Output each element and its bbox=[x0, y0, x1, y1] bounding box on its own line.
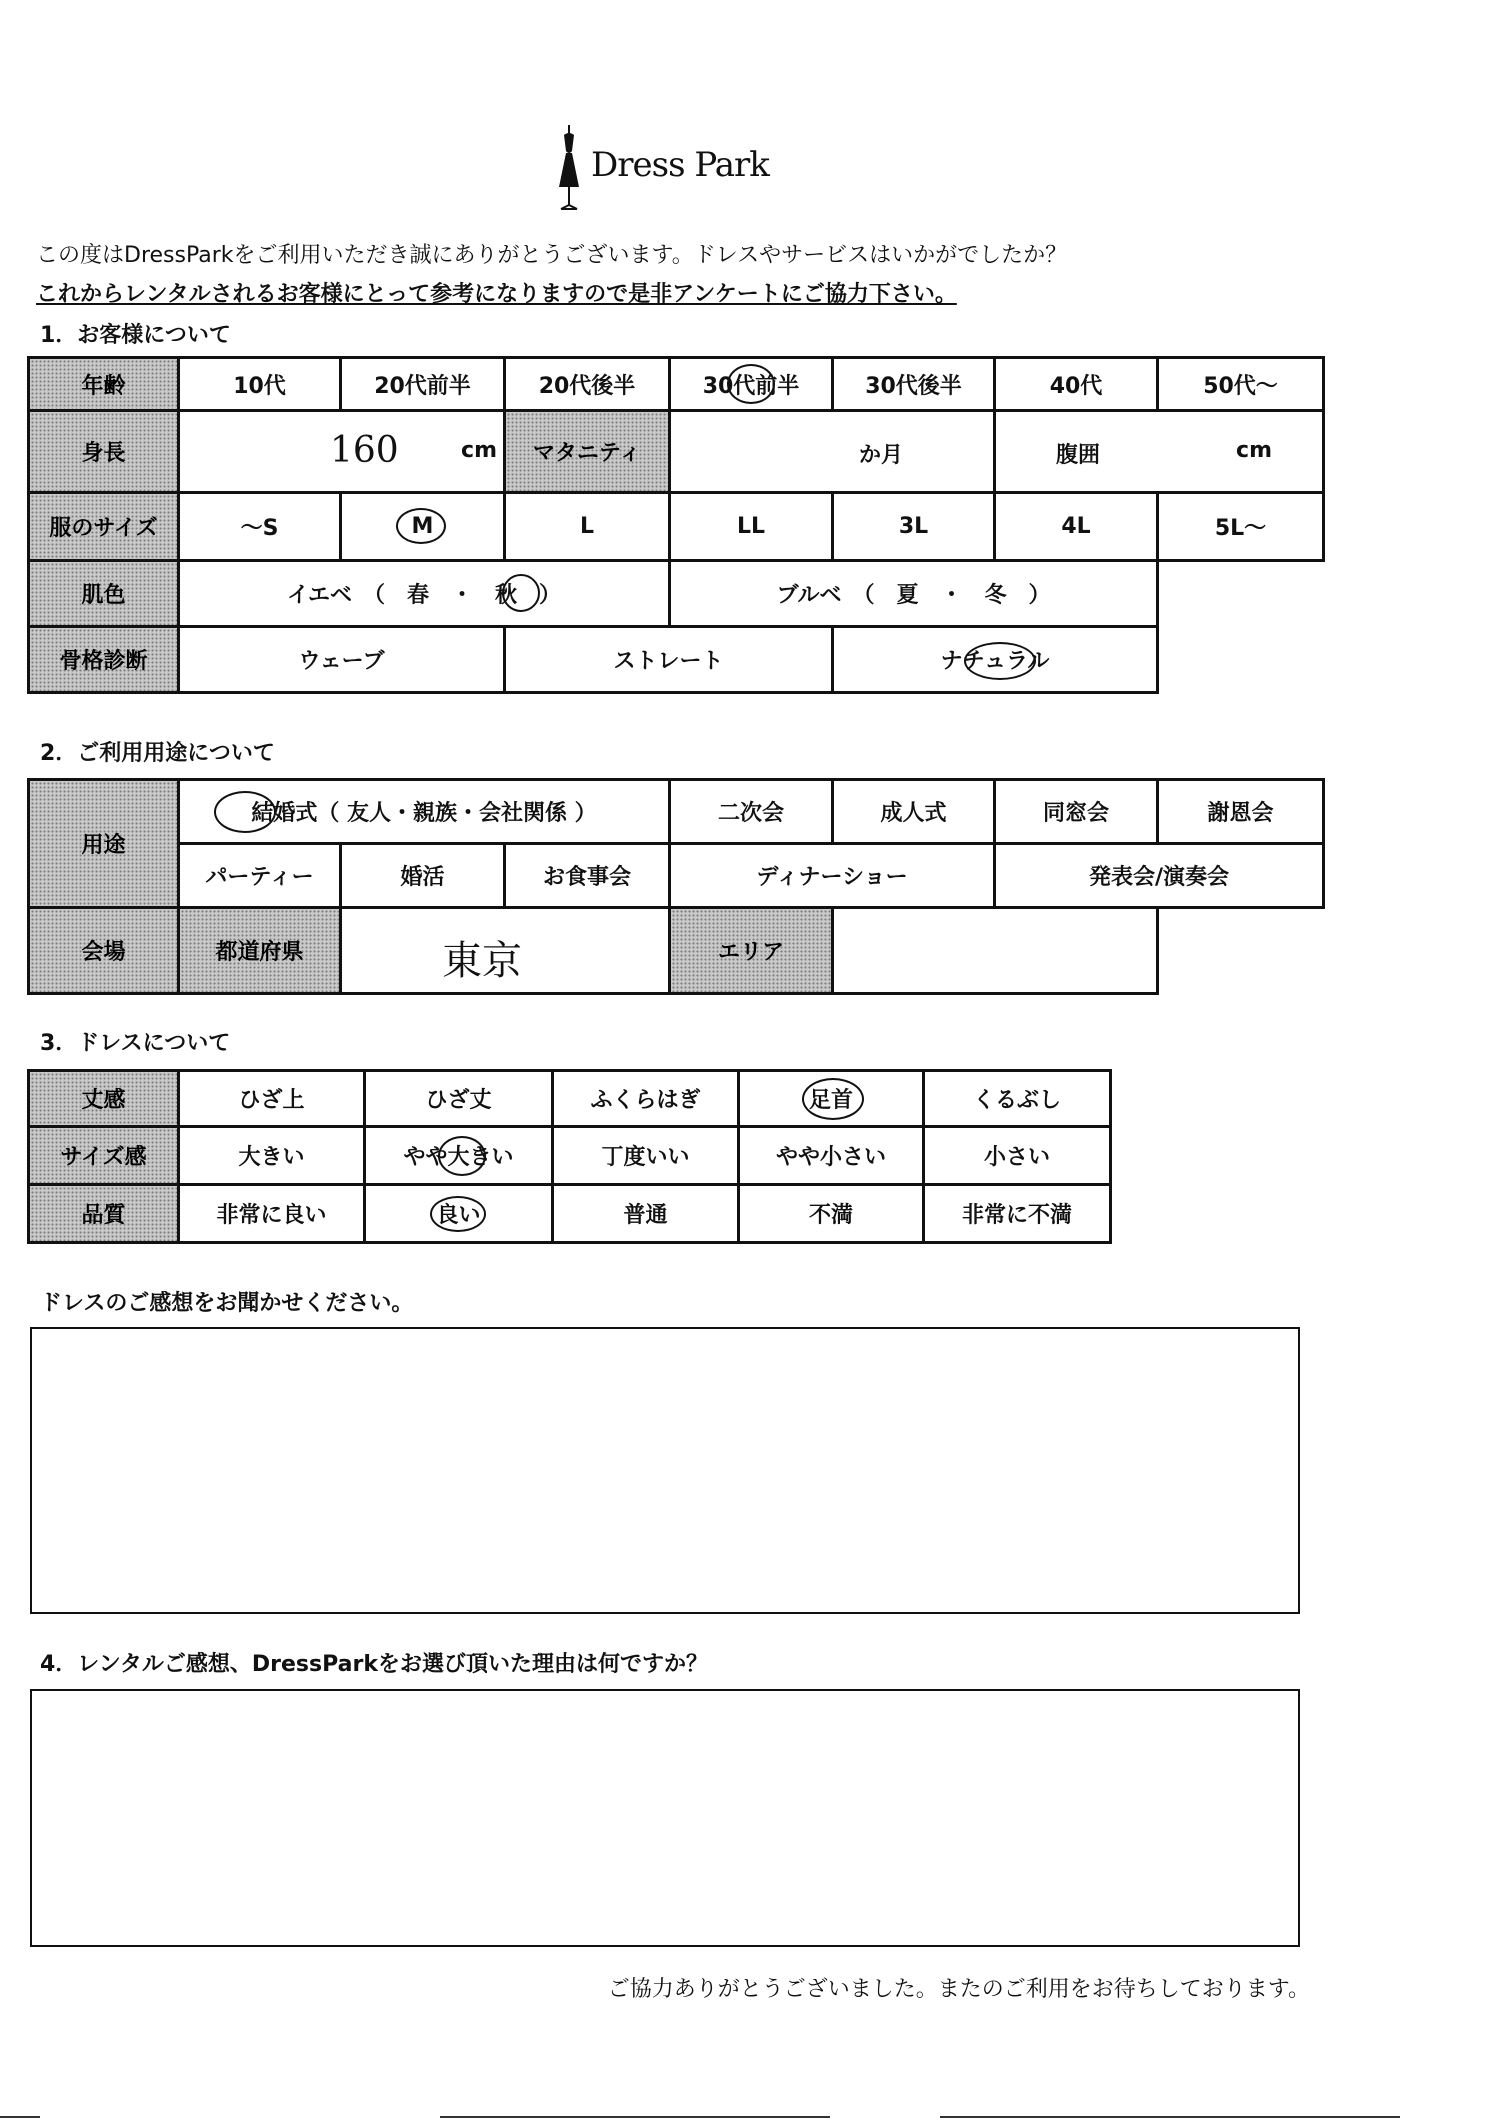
purpose-option[interactable]: 成人式 bbox=[833, 780, 995, 844]
fit-label: サイズ感 bbox=[29, 1127, 179, 1185]
quality-option-text: 良い bbox=[436, 1203, 481, 1228]
quality-option[interactable]: 非常に不満 bbox=[924, 1185, 1111, 1243]
frame-row bbox=[29, 627, 1324, 693]
purpose-row-1 bbox=[29, 780, 1324, 844]
age-option-text: 30代前半 bbox=[702, 373, 800, 399]
size-option-text: M bbox=[411, 514, 434, 539]
section-4-title: 4．レンタルご感想、DressParkをお選び頂いた理由は何ですか？ bbox=[40, 1652, 708, 1677]
purpose-option[interactable]: 二次会 bbox=[670, 780, 833, 844]
logo-text: Dress Park bbox=[591, 145, 769, 185]
height-value: 160 bbox=[330, 430, 399, 471]
venue-row bbox=[29, 908, 1324, 994]
waist-label: 腹囲 bbox=[1056, 443, 1101, 468]
impressions-textarea[interactable] bbox=[30, 1327, 1300, 1614]
prefecture-value: 東京 bbox=[442, 938, 522, 984]
purpose-option[interactable]: 同窓会 bbox=[995, 780, 1158, 844]
size-option[interactable]: LL bbox=[670, 493, 833, 561]
customer-info-table bbox=[27, 356, 1325, 694]
frame-option[interactable]: ストレート bbox=[505, 627, 833, 693]
length-option[interactable]: ふくらはぎ bbox=[553, 1071, 739, 1127]
age-option[interactable]: 20代前半 bbox=[341, 358, 505, 411]
height-field[interactable] bbox=[179, 411, 505, 493]
divider bbox=[0, 2116, 40, 2118]
purpose-option[interactable]: ディナーショー bbox=[670, 844, 995, 908]
size-option[interactable]: ～S bbox=[179, 493, 341, 561]
blue-base-option[interactable]: ブルベ （ 夏 ・ 冬 ） bbox=[670, 561, 1158, 627]
dresspark-logo bbox=[555, 125, 815, 215]
divider bbox=[940, 2116, 1400, 2118]
prefecture-field[interactable] bbox=[341, 908, 670, 994]
size-option[interactable]: 4L bbox=[995, 493, 1158, 561]
height-label: 身長 bbox=[29, 411, 179, 493]
empty-cell bbox=[1158, 561, 1324, 627]
dress-table bbox=[27, 1069, 1112, 1244]
length-option[interactable]: ひざ上 bbox=[179, 1071, 365, 1127]
yellow-base-option[interactable] bbox=[179, 561, 670, 627]
reason-textarea[interactable] bbox=[30, 1689, 1300, 1947]
height-row bbox=[29, 411, 1324, 493]
purpose-option-selected[interactable] bbox=[179, 780, 670, 844]
yellow-base-text: イエベ （ 春 ・ 秋 ） bbox=[286, 583, 562, 608]
quality-option[interactable]: 普通 bbox=[553, 1185, 739, 1243]
skin-label: 肌色 bbox=[29, 561, 179, 627]
size-option-selected[interactable] bbox=[341, 493, 505, 561]
intro-line-2: これからレンタルされるお客様にとって参考になりますので是非アンケートにご協力下さい。 bbox=[36, 282, 957, 307]
age-option[interactable]: 40代 bbox=[995, 358, 1158, 411]
age-option[interactable]: 30代後半 bbox=[833, 358, 995, 411]
length-option-selected[interactable] bbox=[739, 1071, 924, 1127]
purpose-option[interactable]: お食事会 bbox=[505, 844, 670, 908]
fit-option[interactable]: 丁度いい bbox=[553, 1127, 739, 1185]
purpose-option[interactable]: 謝恩会 bbox=[1158, 780, 1324, 844]
age-option-selected[interactable] bbox=[670, 358, 833, 411]
area-field[interactable] bbox=[833, 908, 1158, 994]
age-option[interactable]: 20代後半 bbox=[505, 358, 670, 411]
fit-row bbox=[29, 1127, 1111, 1185]
fit-option[interactable]: 小さい bbox=[924, 1127, 1111, 1185]
length-row bbox=[29, 1071, 1111, 1127]
size-option[interactable]: L bbox=[505, 493, 670, 561]
section-3-title: 3．ドレスについて bbox=[40, 1031, 231, 1056]
age-option[interactable]: 10代 bbox=[179, 358, 341, 411]
maternity-unit: か月 bbox=[858, 443, 903, 468]
length-option-text: 足首 bbox=[808, 1088, 853, 1113]
purpose-option-text: 結婚式（ 友人・親族・会社関係 ） bbox=[251, 801, 597, 826]
quality-option[interactable]: 非常に良い bbox=[179, 1185, 365, 1243]
section-2-title: 2．ご利用用途について bbox=[40, 741, 275, 766]
age-label: 年齢 bbox=[29, 358, 179, 411]
usage-table bbox=[27, 778, 1325, 995]
quality-row bbox=[29, 1185, 1111, 1243]
size-option[interactable]: 3L bbox=[833, 493, 995, 561]
waist-unit: cm bbox=[1236, 438, 1272, 463]
purpose-row-2 bbox=[29, 844, 1324, 908]
section-1-title: 1．お客様について bbox=[40, 323, 231, 348]
size-row bbox=[29, 493, 1324, 561]
skin-row bbox=[29, 561, 1324, 627]
footer-message: ご協力ありがとうございました。またのご利用をお待ちしております。 bbox=[607, 1977, 1310, 2002]
fit-option-selected[interactable] bbox=[365, 1127, 553, 1185]
frame-label: 骨格診断 bbox=[29, 627, 179, 693]
purpose-option[interactable]: パーティー bbox=[179, 844, 341, 908]
purpose-option[interactable]: 発表会/演奏会 bbox=[995, 844, 1324, 908]
age-row bbox=[29, 358, 1324, 411]
prefecture-label: 都道府県 bbox=[179, 908, 341, 994]
dress-form-icon bbox=[555, 125, 583, 213]
length-label: 丈感 bbox=[29, 1071, 179, 1127]
divider bbox=[440, 2116, 830, 2118]
frame-option-text: ナチュラル bbox=[940, 649, 1050, 674]
waist-field[interactable] bbox=[995, 411, 1324, 493]
area-label: エリア bbox=[670, 908, 833, 994]
frame-option[interactable]: ウェーブ bbox=[179, 627, 505, 693]
length-option[interactable]: くるぶし bbox=[924, 1071, 1111, 1127]
length-option[interactable]: ひざ丈 bbox=[365, 1071, 553, 1127]
size-label: 服のサイズ bbox=[29, 493, 179, 561]
empty-cell bbox=[1158, 908, 1324, 994]
purpose-label: 用途 bbox=[29, 780, 179, 908]
maternity-field[interactable] bbox=[670, 411, 995, 493]
empty-cell bbox=[1158, 627, 1324, 693]
fit-option[interactable]: やや小さい bbox=[739, 1127, 924, 1185]
quality-option-selected[interactable] bbox=[365, 1185, 553, 1243]
quality-option[interactable]: 不満 bbox=[739, 1185, 924, 1243]
size-option[interactable]: 5L～ bbox=[1158, 493, 1324, 561]
age-option[interactable]: 50代～ bbox=[1158, 358, 1324, 411]
height-unit: cm bbox=[461, 438, 497, 463]
impressions-label: ドレスのご感想をお聞かせください。 bbox=[40, 1291, 414, 1316]
frame-option-selected[interactable] bbox=[833, 627, 1158, 693]
fit-option-text: やや大きい bbox=[403, 1145, 514, 1170]
quality-label: 品質 bbox=[29, 1185, 179, 1243]
venue-label: 会場 bbox=[29, 908, 179, 994]
fit-option[interactable]: 大きい bbox=[179, 1127, 365, 1185]
intro-line-1: この度はDressParkをご利用いただき誠にありがとうございます。ドレスやサービスはいかがでしたか？ bbox=[36, 243, 1068, 268]
maternity-label: マタニティ bbox=[505, 411, 670, 493]
purpose-option[interactable]: 婚活 bbox=[341, 844, 505, 908]
